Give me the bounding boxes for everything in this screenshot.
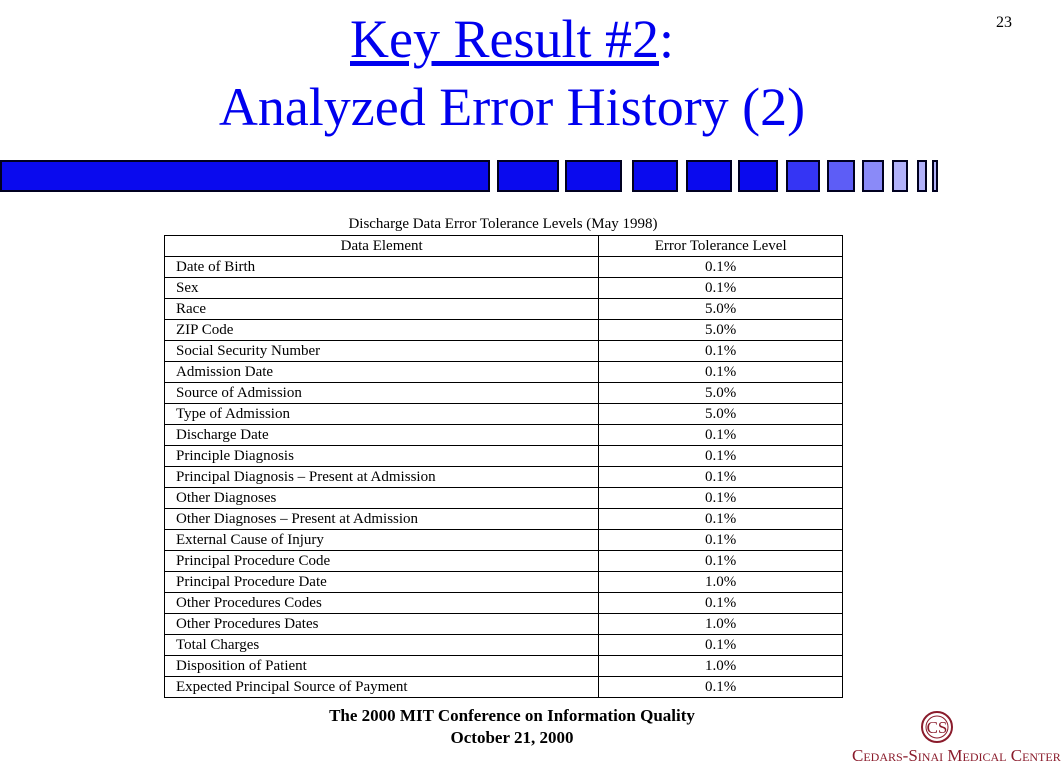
data-element-cell: Type of Admission <box>165 404 599 425</box>
table-row <box>165 551 843 572</box>
tolerance-cell: 0.1% <box>599 635 843 656</box>
bar-segment <box>917 160 927 192</box>
table-row <box>165 299 843 320</box>
tolerance-cell: 0.1% <box>599 257 843 278</box>
tolerance-cell: 0.1% <box>599 425 843 446</box>
slide-title <box>0 9 1024 137</box>
data-element-cell: Principal Procedure Code <box>165 551 599 572</box>
data-element-cell: Source of Admission <box>165 383 599 404</box>
bar-segment <box>632 160 678 192</box>
table-row <box>165 257 843 278</box>
data-element-cell: Other Diagnoses – Present at Admission <box>165 509 599 530</box>
footer-conference: The 2000 MIT Conference on Information Quality <box>329 706 695 725</box>
tolerance-cell: 0.1% <box>599 341 843 362</box>
table-row <box>165 614 843 635</box>
tolerance-cell: 1.0% <box>599 656 843 677</box>
bar-segment <box>565 160 622 192</box>
title-colon: : <box>658 9 674 69</box>
data-element-cell: Expected Principal Source of Payment <box>165 677 599 698</box>
data-element-cell: ZIP Code <box>165 320 599 341</box>
decorative-bar <box>0 160 1024 194</box>
data-element-cell: Principle Diagnosis <box>165 446 599 467</box>
data-element-cell: Race <box>165 299 599 320</box>
table-row <box>165 278 843 299</box>
table-row <box>165 446 843 467</box>
bar-segment <box>862 160 884 192</box>
slide-number: 23 <box>996 14 1012 31</box>
data-element-cell: External Cause of Injury <box>165 530 599 551</box>
footer-date: October 21, 2000 <box>450 728 574 747</box>
table-row <box>165 572 843 593</box>
tolerance-cell: 1.0% <box>599 572 843 593</box>
data-element-cell: Date of Birth <box>165 257 599 278</box>
cedars-sinai-logo <box>852 710 1061 768</box>
table-row <box>165 404 843 425</box>
data-element-cell: Admission Date <box>165 362 599 383</box>
svg-text:CS: CS <box>926 718 948 737</box>
title-line-2: Analyzed Error History (2) <box>218 77 806 137</box>
data-element-cell: Total Charges <box>165 635 599 656</box>
logo-wordmark: Cedars-Sinai Medical Center <box>852 746 1061 765</box>
table-row <box>165 530 843 551</box>
table-row <box>165 362 843 383</box>
table-header-row <box>165 236 843 257</box>
table-row <box>165 593 843 614</box>
tolerance-cell: 5.0% <box>599 320 843 341</box>
data-element-cell: Disposition of Patient <box>165 656 599 677</box>
tolerance-cell: 1.0% <box>599 614 843 635</box>
table-row <box>165 656 843 677</box>
table-row <box>165 677 843 698</box>
tolerance-table <box>164 235 843 698</box>
tolerance-cell: 0.1% <box>599 467 843 488</box>
table-row <box>165 467 843 488</box>
data-element-cell: Principal Procedure Date <box>165 572 599 593</box>
data-element-cell: Discharge Date <box>165 425 599 446</box>
table-row <box>165 509 843 530</box>
monogram-icon <box>852 710 1022 746</box>
tolerance-cell: 0.1% <box>599 488 843 509</box>
data-element-cell: Other Procedures Dates <box>165 614 599 635</box>
tolerance-cell: 5.0% <box>599 299 843 320</box>
header-data-element: Data Element <box>165 236 599 257</box>
header-error-tolerance: Error Tolerance Level <box>599 236 843 257</box>
data-element-cell: Social Security Number <box>165 341 599 362</box>
data-element-cell: Other Diagnoses <box>165 488 599 509</box>
tolerance-cell: 5.0% <box>599 404 843 425</box>
table-row <box>165 425 843 446</box>
tolerance-cell: 0.1% <box>599 593 843 614</box>
tolerance-cell: 0.1% <box>599 530 843 551</box>
tolerance-cell: 0.1% <box>599 551 843 572</box>
bar-segment <box>827 160 855 192</box>
bar-segment <box>738 160 778 192</box>
bar-segment <box>0 160 490 192</box>
bar-segment <box>932 160 938 192</box>
title-main: Key Result #2 <box>350 9 659 69</box>
table-caption: Discharge Data Error Tolerance Levels (May 1998) <box>348 216 658 232</box>
table-row <box>165 383 843 404</box>
data-element-cell: Principal Diagnosis – Present at Admission <box>165 467 599 488</box>
table-row <box>165 320 843 341</box>
tolerance-cell: 0.1% <box>599 362 843 383</box>
bar-segment <box>497 160 559 192</box>
data-element-cell: Sex <box>165 278 599 299</box>
tolerance-cell: 0.1% <box>599 677 843 698</box>
bar-segment <box>686 160 732 192</box>
tolerance-cell: 0.1% <box>599 278 843 299</box>
data-element-cell: Other Procedures Codes <box>165 593 599 614</box>
table-row <box>165 341 843 362</box>
tolerance-cell: 5.0% <box>599 383 843 404</box>
bar-segment <box>786 160 820 192</box>
tolerance-cell: 0.1% <box>599 509 843 530</box>
tolerance-cell: 0.1% <box>599 446 843 467</box>
table-row <box>165 635 843 656</box>
table-row <box>165 488 843 509</box>
bar-segment <box>892 160 908 192</box>
title-line-1 <box>0 9 1024 72</box>
